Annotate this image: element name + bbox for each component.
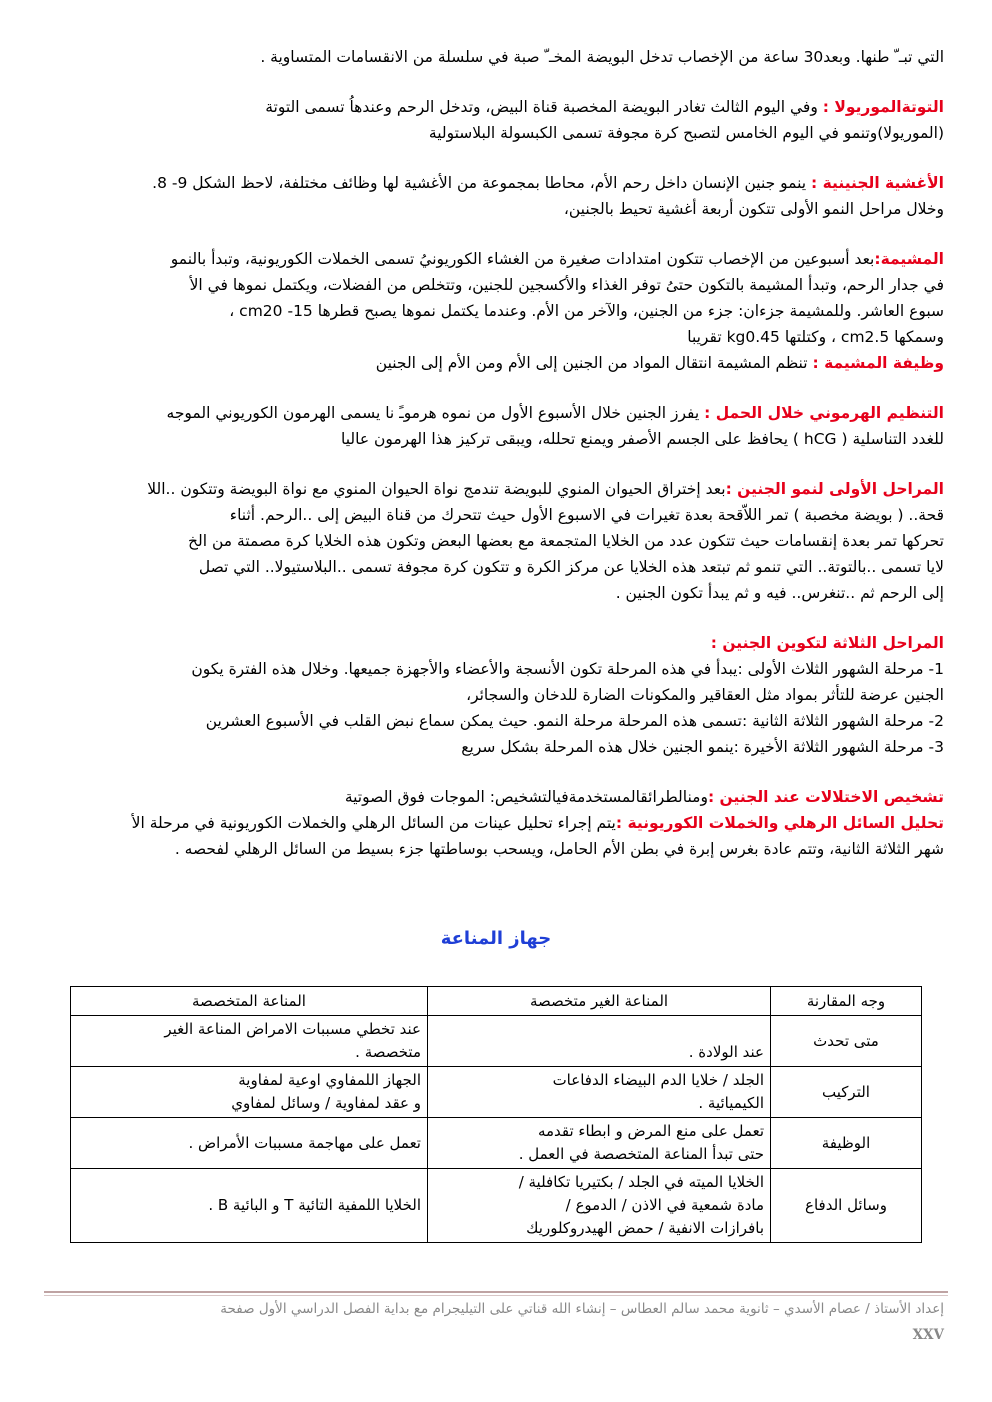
cell-line: عند الولادة .: [688, 1043, 764, 1061]
cell-line: تعمل على منع المرض و ابطاء تقدمه: [537, 1122, 764, 1140]
text-line: وسمكها cm2.5 ، وكتلتها kg0.45 تقريبا: [687, 328, 944, 346]
cell-line: الجهاز اللمفاوي اوعية لمفاوية: [238, 1071, 421, 1089]
non-specific-cell: [428, 1067, 771, 1118]
row-aspect: وسائل الدفاع: [771, 1169, 922, 1243]
table-row: [71, 1016, 922, 1067]
cell-line: و عقد لمفاوية / وسائل لمفاوي: [231, 1094, 421, 1112]
row-aspect: متى تحدث: [771, 1016, 922, 1067]
placenta-paragraph: [48, 246, 944, 376]
text-line: يفرز الجنين خلال الأسبوع الأول من نموه هرموـً نا يسمى الهرمون الكوريوني الموجه: [166, 404, 705, 422]
row-aspect: التركيب: [771, 1067, 922, 1118]
header-specific: المناعة المتخصصة: [71, 987, 428, 1016]
table-row: [71, 1118, 922, 1169]
page-number: XXV: [912, 1327, 944, 1343]
text-line: 3- مرحلة الشهور الثلاثة الأخيرة :ينمو الجنين خلال هذه المرحلة بشكل سريع: [461, 738, 944, 756]
text-line: تحركها تمر بعدة إنقسامات حيث تتكون عدد من الخلايا المتجمعة مع بعضها البعض وتكون هذه الخلايا كرة مصمتة من الخ: [188, 532, 944, 550]
text-line: قحة.. ( بويضة مخصبة ) تمر اللاّقحة بعدة تغيرات في الاسبوع الأول حيث تتحرك من قناة البيض إلى ..الرحم. أثناء: [229, 506, 944, 524]
text-line: ومنالطرائقالمستخدمةفيالتشخيص: الموجات فوق الصوتية: [344, 788, 708, 806]
text-line: (الموريولا)وتنمو في اليوم الخامس لتصبح كرة مجوفة تسمى الكبسولة البلاستولية: [428, 124, 944, 142]
table-header-row: [71, 987, 922, 1016]
cell-line: الخلايا الميته في الجلد / بكتيريا تكافلية /: [518, 1173, 764, 1191]
placenta-heading: المشيمة:: [874, 250, 944, 268]
membranes-heading: الأغشية الجنينية :: [811, 174, 944, 192]
text-line: التي تبـ ّ طنها. وبعد30 ساعة من الإخصاب تدخل البويضة المخـ ّ صبة في سلسلة من الانقسامات المتساوية .: [260, 48, 944, 66]
cell-line: بافرازات الانفية / حمض الهيدروكلوريك: [526, 1219, 764, 1237]
non-specific-cell: [428, 1118, 771, 1169]
placenta-function-heading: وظيفة المشيمة :: [812, 354, 944, 372]
immune-system-title: جهاز المناعة: [440, 928, 552, 949]
three-stages-paragraph: [48, 630, 944, 760]
cell-line: الكيميائية .: [698, 1094, 764, 1112]
cell-line: الجلد / خلايا الدم البيضاء الدفاعات: [552, 1071, 764, 1089]
body-text: [48, 44, 944, 886]
text-line: 2- مرحلة الشهور الثلاثة الثانية :تسمى هذه المرحلة مرحلة النمو. حيث يمكن سماع نبض القلب في الأسبوع العشرين: [205, 712, 944, 730]
text-line: للغدد التناسلية ( hCG ) يحافظ على الجسم الأصفر ويمنع تحلله، ويبقى تركيز هذا الهرمون عاليا: [340, 430, 944, 448]
table-row: [71, 1169, 922, 1243]
hormonal-heading: التنظيم الهرموني خلال الحمل :: [704, 404, 944, 422]
text-line: 1- مرحلة الشهور الثلاث الأولى :يبدأ في هذه المرحلة تكون الأنسجة والأعضاء والأجهزة جميعها. وخلال هذه الفترة يكون: [191, 660, 944, 678]
row-aspect: الوظيفة: [771, 1118, 922, 1169]
footer-text: إعداد الأستاذ / عصام الأسدي – ثانوية محمد سالم العطاس – إنشاء الله قناتي على التيليجرام مع بداية الفصل الدراسي الأول صفحة: [220, 1301, 944, 1317]
diagnosis-paragraph: [48, 784, 944, 862]
cell-line: الخلايا اللمفية التائية T و البائية B .: [208, 1196, 421, 1214]
cell-line: مادة شمعية في الاذن / الدموع /: [565, 1196, 764, 1214]
three-stages-heading: المراحل الثلاثة لتكوين الجنين :: [710, 634, 944, 652]
text-line: إلى الرحم ثم ..تنغرس.. فيه و ثم يبدأ تكون الجنين .: [615, 584, 944, 602]
table-row: [71, 1067, 922, 1118]
specific-cell: [71, 1016, 428, 1067]
cell-line: متخصصة .: [355, 1043, 421, 1061]
text-line: لايا تسمى ..بالتوتة.. التي تنمو ثم تبتعد هذه الخلايا عن مركز الكرة و تتكون كرة مجوفة تسمى ..البلاستيولا.. التي تصل: [198, 558, 944, 576]
header-non-specific: المناعة الغير متخصصة: [428, 987, 771, 1016]
morula-paragraph: [48, 94, 944, 146]
intro-paragraph: [48, 44, 944, 70]
text-line: وفي اليوم الثالث تغادر البويضة المخصبة قناة البيض، وتدخل الرحم وعندهاُ تسمى التوتة: [265, 98, 823, 116]
specific-cell: [71, 1118, 428, 1169]
page-footer: [48, 1298, 944, 1346]
text-line: تنظم المشيمة انتقال المواد من الجنين إلى الأم ومن الأم إلى الجنين: [375, 354, 813, 372]
text-line: الجنين عرضة للتأثر بمواد مثل العقاقير والمكونات الضارة للدخان والسجائر،: [466, 686, 944, 704]
specific-cell: [71, 1169, 428, 1243]
non-specific-cell: [428, 1016, 771, 1067]
diagnosis-heading: تشخيص الاختلالات عند الجنين :: [707, 788, 944, 806]
early-stages-paragraph: [48, 476, 944, 606]
text-line: بعد أسبوعين من الإخصاب تتكون امتدادات صغيرة من الغشاء الكوريونيُ تسمى الخملات الكوريونية، وتبدأ بالنمو: [170, 250, 875, 268]
footer-divider: [44, 1295, 948, 1296]
text-line: وخلال مراحل النمو الأولى تتكون أربعة أغشية تحيط بالجنين،: [563, 200, 944, 218]
text-line: شهر الثلاثة الثانية، وتتم عادة بغرس إبرة في بطن الأم الحامل، ويسحب بوساطتها جزء بسيط من السائل الرهلي لفحصه .: [174, 840, 944, 858]
membranes-paragraph: [48, 170, 944, 222]
text-line: ينمو جنين الإنسان داخل رحم الأم، محاطا بمجموعة من الأغشية لها وظائف مختلفة، لاحظ الشكل 9- 8.: [152, 174, 812, 192]
hormonal-paragraph: [48, 400, 944, 452]
cell-line: حتى تبدأ المناعة المتخصصة في العمل .: [518, 1145, 764, 1163]
text-line: يتم إجراء تحليل عينات من السائل الرهلي والخملات الكوريونية في مرحلة الأ: [131, 814, 616, 832]
cell-line: تعمل على مهاجمة مسببات الأمراض .: [188, 1133, 421, 1152]
header-comparison: وجه المقارنة: [771, 987, 922, 1016]
non-specific-cell: [428, 1169, 771, 1243]
cell-line: عند تخطي مسببات الامراض المناعة الغير: [164, 1020, 421, 1038]
morula-heading: التوتةالموريولا :: [822, 98, 944, 116]
amniotic-analysis-heading: تحليل السائل الرهلي والخملات الكوريونية :: [615, 814, 944, 832]
text-line: بعد إختراق الحيوان المنوي للبويضة تندمج نواة الحيوان المنوي مع نواة البويضة وتتكون ..اللا: [147, 480, 726, 498]
immunity-comparison-table: [70, 986, 922, 1243]
early-stages-heading: المراحل الأولى لنمو الجنين :: [725, 480, 944, 498]
specific-cell: [71, 1067, 428, 1118]
footer-divider: [44, 1291, 948, 1293]
text-line: سبوع العاشر. وللمشيمة جزءان: جزء من الجنين، والآخر من الأم. وعندما يكتمل نموها يصبح قطرها 15- cm20 ،: [229, 302, 944, 320]
text-line: في جدار الرحم، وتبدأ المشيمة بالتكون حتىُ توفر الغذاء والأكسجين للجنين، وتتخلص من الفضلات، ويكتمل نموها في الأ: [189, 276, 944, 294]
